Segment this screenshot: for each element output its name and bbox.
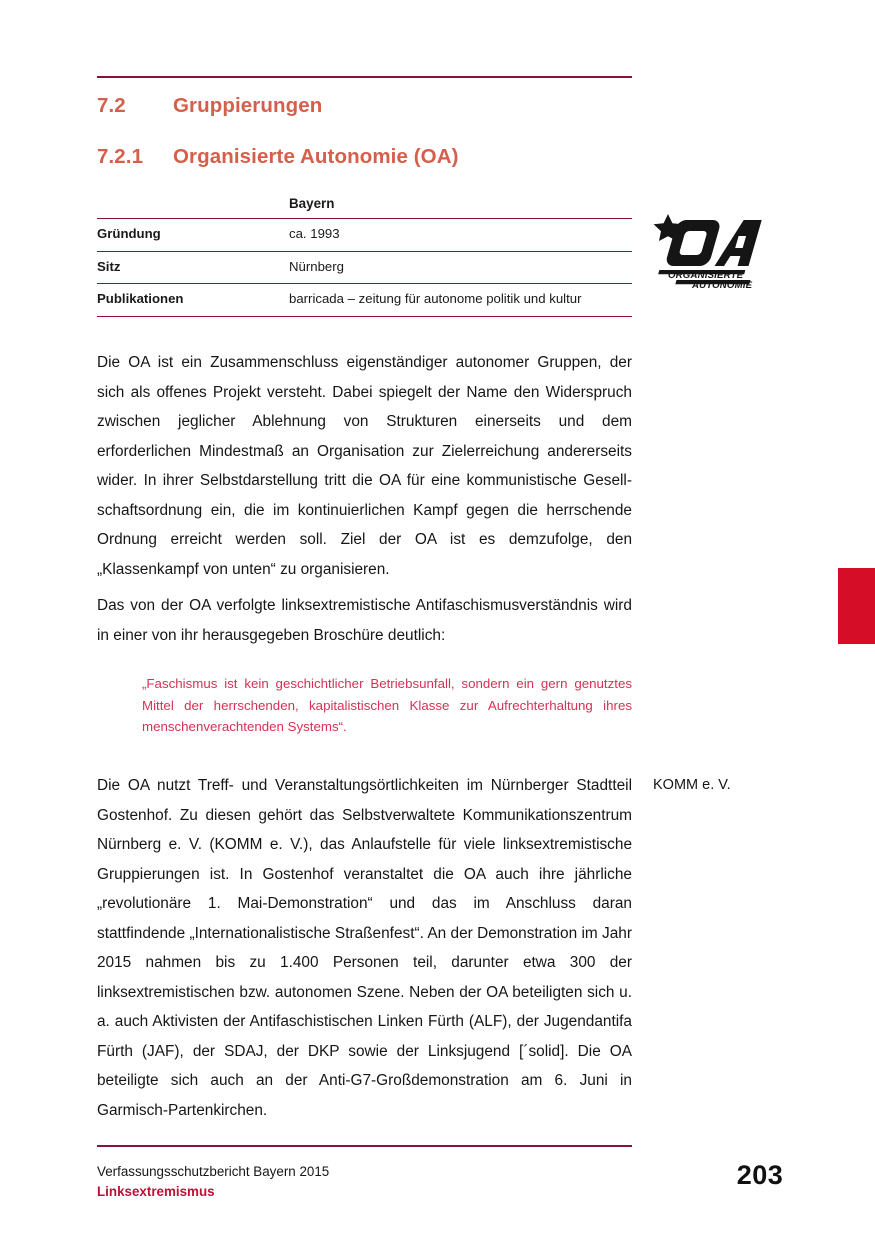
margin-note-komm: KOMM e. V.	[653, 777, 731, 793]
table-row	[97, 284, 632, 317]
section-number: 7.2	[97, 94, 126, 117]
group-info-table	[97, 196, 632, 317]
footer-report-title: Verfassungsschutzbericht Bayern 2015	[97, 1164, 330, 1179]
table-cell-value: ca. 1993	[289, 219, 632, 252]
section-title: Gruppierungen	[173, 94, 323, 117]
table-row	[97, 219, 632, 252]
oa-logo-line1: ORGANISIERTE	[668, 270, 744, 281]
paragraph-overview: Die OA ist ein Zusammenschluss eigenständiger autonomer Gruppen, der sich als offenes Projekt versteht. Dabei spiegelt der Name den Widerspruch zwischen jeglicher Ablehnung von Strukturen einerseits und dem erforderlichen Mindestmaß an Organisation zur Zielerreichung andererseits wider. In ihrer Selbstdarstellung tritt die OA für eine kommunistische Gesellschaftsordnung ein, die im kontinuierlichen Kampf gegen die herrschende Ordnung erreicht werden soll. Ziel der OA ist es demzufolge, den „Klassenkampf von unten“ zu organisieren.	[97, 354, 632, 578]
header-rule	[97, 76, 632, 78]
table-header-value: Bayern	[289, 196, 632, 219]
table-cell-value: Nürnberg	[289, 251, 632, 284]
table-cell-label: Gründung	[97, 219, 289, 252]
pull-quote: „Faschismus ist kein geschichtlicher Betriebsunfall, sondern ein gern genutztes Mittel der herrschenden, kapitalistischen Klasse zur Aufrechterhaltung ihres menschenverachtenden Systems“.	[142, 676, 632, 734]
subsection-heading	[97, 145, 632, 169]
table-cell-label: Publikationen	[97, 284, 289, 317]
table-header-row	[97, 196, 632, 219]
subsection-title: Organisierte Autonomie (OA)	[173, 145, 459, 168]
subsection-number: 7.2.1	[97, 145, 144, 168]
oa-logo-icon	[652, 212, 772, 290]
table-body	[97, 219, 632, 317]
footer-chapter-title: Linksextremismus	[97, 1183, 215, 1199]
oa-logo	[652, 212, 772, 290]
table-cell-label: Sitz	[97, 251, 289, 284]
table-row	[97, 251, 632, 284]
paragraph-antifascism-intro: Das von der OA verfolgte linksextremistische Antifaschismusverständnis wird in einer von ihr herausgegeben Broschüre deutlich:	[97, 597, 632, 644]
footer-caption	[97, 1162, 527, 1201]
table-cell-value: barricada – zeitung für autonome politik und kultur	[289, 284, 632, 317]
table-head	[97, 196, 632, 219]
footer-rule	[97, 1145, 632, 1147]
section-edge-tab	[838, 568, 875, 644]
oa-logo-line2: AUTONOMIE	[692, 280, 753, 290]
table-header-label	[97, 196, 289, 219]
page-number: 203	[736, 1160, 784, 1190]
paragraph-locations-events: Die OA nutzt Treff- und Veranstaltungsörtlichkeiten im Nürnberger Stadtteil Gostenhof. Zu diesen gehört das Selbstverwaltete Kommunikationszentrum Nürnberg e. V. (KOMM e. V.), das Anlaufstelle für viele linksextremistische Gruppierungen ist. In Gostenhof veranstaltet die OA auch ihre jährliche „revolutionäre 1. Mai-Demonstration“ und das im Anschluss daran stattfindende „Internationalistische Straßenfest“. An der Demonstration im Jahr 2015 nahmen bis zu 1.400 Personen teil, darunter etwa 300 der linksextremistischen bzw. autonomen Szene. Neben der OA beteiligten sich u. a. auch Aktivisten der Antifaschistischen Linken Fürth (ALF), der Jugendantifa Fürth (JAF), der SDAJ, der DKP sowie der Linksjugend [´solid]. Die OA beteiligte sich auch an der Anti-G7-Großdemonstration am 6. Juni in Garmisch-Partenkirchen.	[97, 777, 632, 1119]
section-heading	[97, 94, 632, 118]
